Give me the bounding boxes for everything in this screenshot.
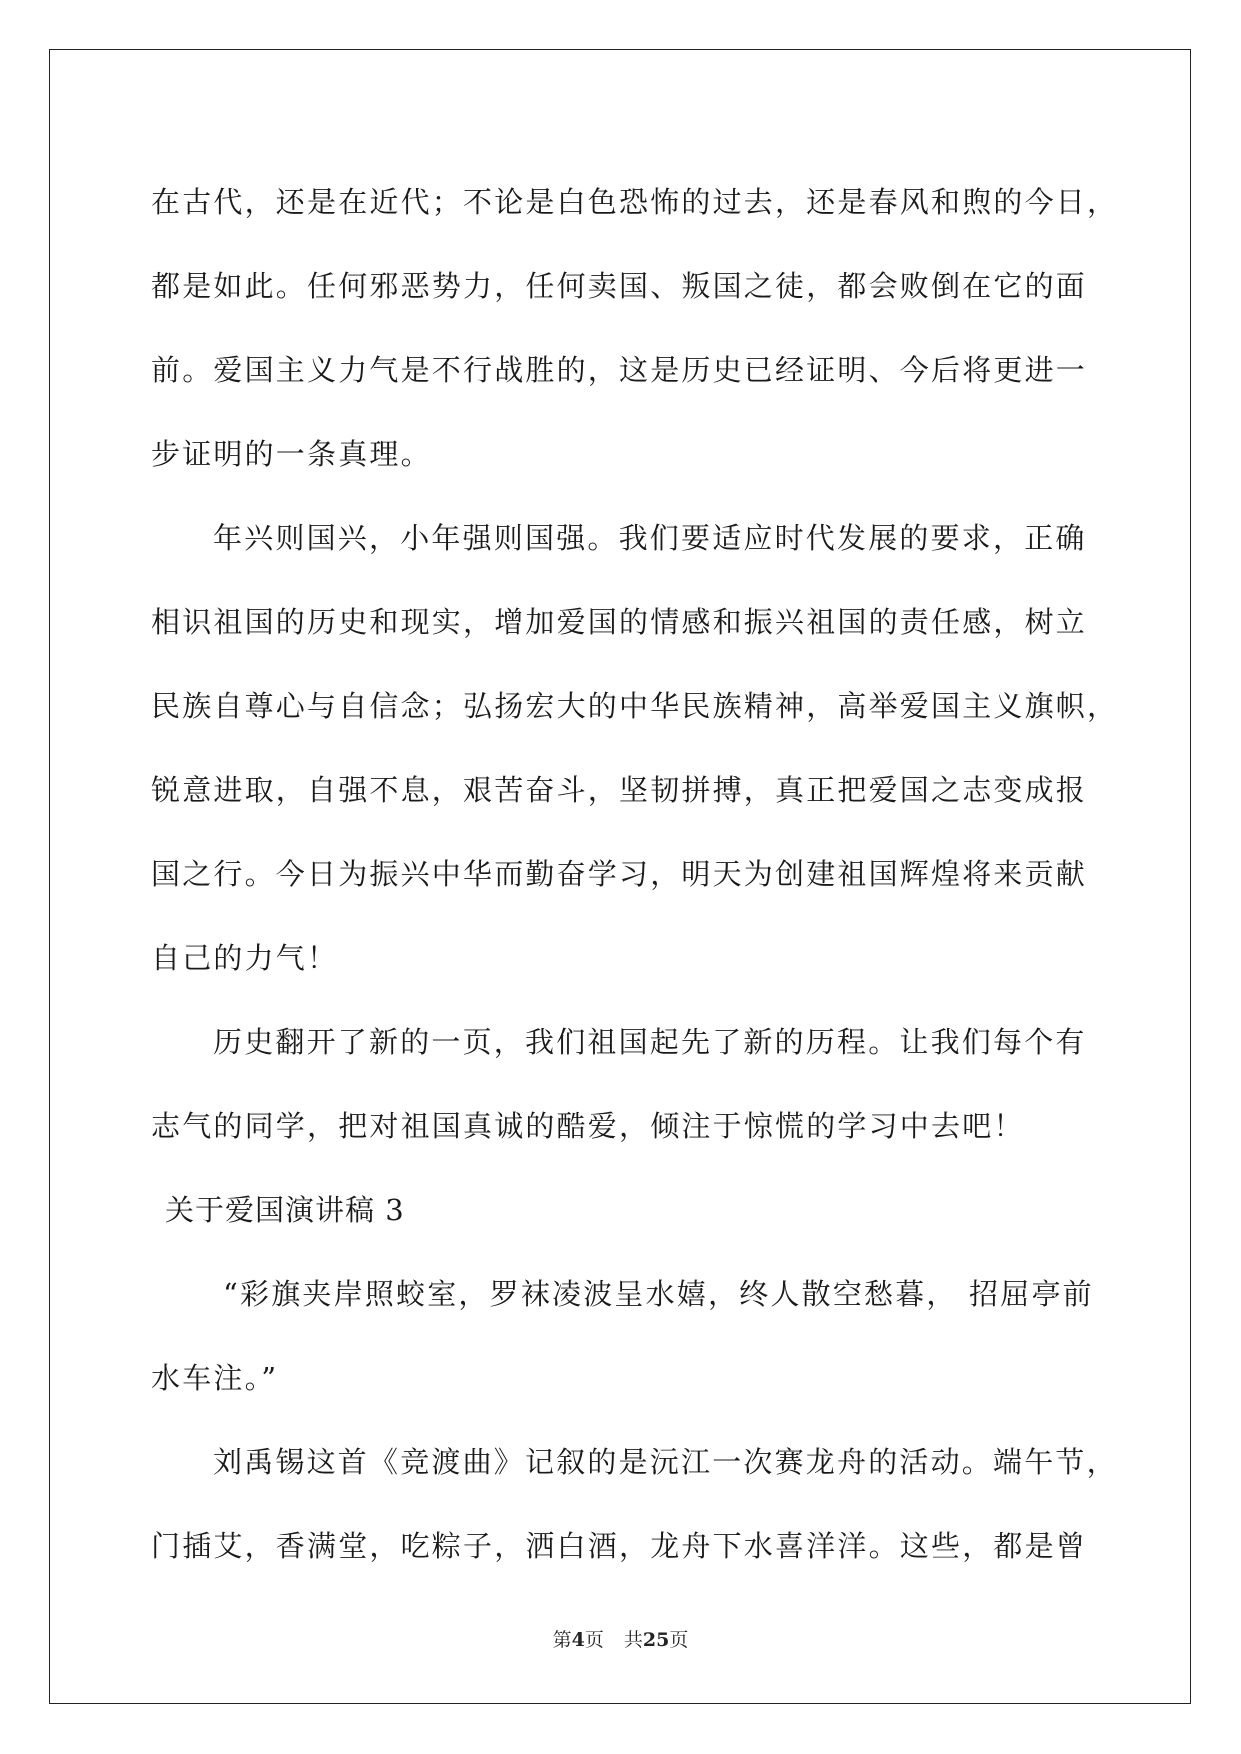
total-suffix: 页	[669, 1629, 689, 1651]
document-body	[151, 160, 1119, 1588]
section-heading: 关于爱国演讲稿 3	[165, 1193, 405, 1227]
body-line: 水车注。”	[151, 1361, 279, 1395]
body-line: 步证明的一条真理。	[151, 437, 432, 471]
total-prefix: 共	[623, 1629, 643, 1651]
page-footer	[0, 1625, 1241, 1652]
body-line: 自己的力气！	[151, 941, 339, 975]
paragraph-start-line: 刘禹锡这首《竞渡曲》记叙的是沅江一次赛龙舟的活动。端午节，	[213, 1445, 1118, 1479]
page-prefix: 第	[552, 1629, 572, 1651]
body-line: 前。爱国主义力气是不行战胜的，这是历史已经证明、今后将更进一	[151, 353, 1088, 387]
body-line: 志气的同学，把对祖国真诚的酷爱，倾注于惊慌的学习中去吧！	[151, 1109, 1025, 1143]
body-line: 相识祖国的历史和现实，增加爱国的情感和振兴祖国的责任感，树立	[151, 605, 1088, 639]
page-number: 4	[571, 1629, 585, 1651]
paragraph-start-line: 历史翻开了新的一页，我们祖国起先了新的历程。让我们每个有	[213, 1025, 1087, 1059]
paragraph-start-line: 年兴则国兴，小年强则国强。我们要适应时代发展的要求，正确	[213, 521, 1087, 555]
body-line: 锐意进取，自强不息，艰苦奋斗，坚韧拼搏，真正把爱国之志变成报	[151, 773, 1088, 807]
body-line: 民族自尊心与自信念；弘扬宏大的中华民族精神，高举爱国主义旗帜，	[151, 689, 1119, 723]
body-line: 门插艾，香满堂，吃粽子，洒白酒，龙舟下水喜洋洋。这些，都是曾	[151, 1529, 1088, 1563]
page-suffix: 页	[584, 1629, 604, 1651]
quote-start-line: “彩旗夹岸照蛟室，罗袜凌波呈水嬉，终人散空愁暮， 招屈亭前	[223, 1277, 1094, 1311]
body-line: 国之行。今日为振兴中华而勤奋学习，明天为创建祖国辉煌将来贡献	[151, 857, 1088, 891]
total-pages: 25	[642, 1629, 670, 1651]
body-line: 在古代，还是在近代；不论是白色恐怖的过去，还是春风和煦的今日，	[151, 185, 1119, 219]
body-line: 都是如此。任何邪恶势力，任何卖国、叛国之徒，都会败倒在它的面	[151, 269, 1088, 303]
